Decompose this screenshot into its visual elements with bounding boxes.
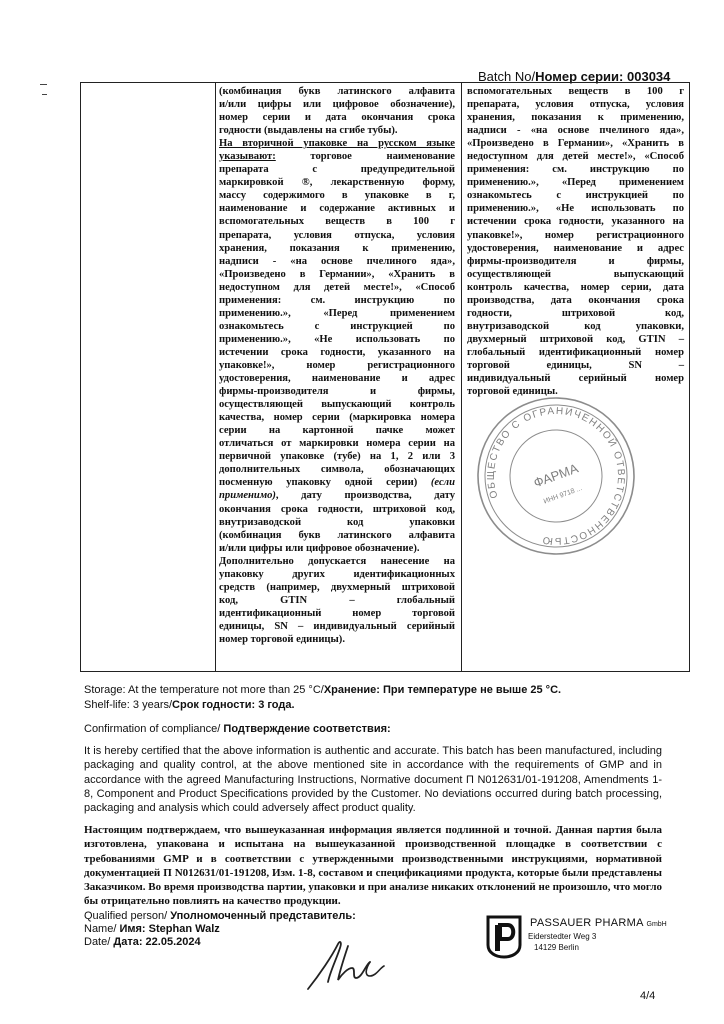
confirmation-title-ru: Подтверждение соответствия: bbox=[223, 723, 391, 735]
date-ru: Дата: 22.05.2024 bbox=[113, 936, 201, 948]
text-line: применения: см. инструкцию по bbox=[467, 164, 684, 176]
text-line: недоступном для детей месте!», «Способ bbox=[219, 281, 455, 293]
shelf-life-en: Shelf-life: 3 years/ bbox=[84, 699, 173, 711]
date-en: Date/ bbox=[84, 936, 114, 948]
confirmation-paragraph-en: It is hereby certified that the above information is authentic and accurate. This batch has been manufactured, including packaging and quality control, at the above mentioned site in accordance with the requirements of GMP and in accordance with the agreed Manufacturing Instructions, Normative document П N012631/01-191208, Amendments 1-8, Component and Product Specifications provided by the Customer. No deviations occurred during batch processing, packaging and analysis which could adversely affect product quality. bbox=[84, 745, 662, 815]
qp-en: Qualified person/ bbox=[84, 910, 171, 922]
text-line: серии на картонной пачке может bbox=[219, 425, 455, 437]
italic-span: (если bbox=[430, 477, 455, 489]
text-line bbox=[219, 489, 455, 502]
text-line: упаковку других идентификационных bbox=[219, 568, 455, 580]
italic-span: применимо) bbox=[219, 490, 276, 502]
text-line: применения: см. инструкцию по bbox=[219, 294, 455, 306]
text-line: надписи - «на основе пчелиного яда», bbox=[219, 255, 455, 267]
secondary-pack-heading: На вторичной упаковке на русском языке bbox=[219, 138, 455, 150]
text-line: и/или цифры или цифровое обозначение), bbox=[219, 99, 455, 111]
text-line: применению.», «Перед применением bbox=[467, 177, 684, 189]
storage-ru: Хранение: При температуре не выше 25 °С. bbox=[323, 684, 562, 696]
text-line: окончания срока годности, штриховой код, bbox=[219, 503, 455, 515]
text-line: фирмы-производителя и фирмы, bbox=[467, 255, 684, 267]
batch-label-ru: Номер серии: bbox=[535, 69, 624, 84]
text-line: препарата, условия отпуска, условия bbox=[467, 99, 684, 111]
text-line: отличаться от маркировки номера серии на bbox=[219, 438, 455, 450]
left-column-text bbox=[219, 85, 455, 646]
text-line: вспомогательных веществ в 100 г bbox=[219, 216, 455, 228]
handwritten-signature bbox=[300, 934, 410, 994]
stamp-inn-text: ИНН 9718 ... bbox=[542, 485, 584, 506]
text-line: торговой единицы, SN – bbox=[467, 359, 684, 371]
text-line: применению.», «Перед применением bbox=[219, 307, 455, 319]
table-divider bbox=[461, 83, 462, 671]
text-line: упаковке!», номер регистрационного bbox=[219, 359, 455, 371]
text-line bbox=[219, 476, 455, 489]
right-column-text bbox=[467, 85, 684, 398]
batch-label: Batch No/ bbox=[478, 69, 536, 84]
text-line: индивидуальный серийный номер bbox=[467, 373, 684, 385]
text-line: номер торговой единицы). bbox=[219, 633, 345, 645]
text-line: первичной упаковке (тубе) на 1, 2 или 3 bbox=[219, 451, 455, 463]
text-line: внутризаводской код упаковки, bbox=[467, 320, 684, 332]
company-name: PASSAUER PHARMA bbox=[530, 917, 644, 929]
company-address bbox=[530, 917, 667, 953]
right-body bbox=[467, 85, 684, 385]
text-line: ознакомьтесь с инструкцией по bbox=[219, 320, 455, 332]
heading-last: указывают: bbox=[219, 151, 276, 163]
heading-tail: торговое наименование bbox=[275, 151, 455, 163]
text-line: применению.», «Не использовать по bbox=[219, 333, 455, 345]
text-line: (комбинация букв латинского алфавита bbox=[219, 86, 455, 97]
qp-ru: Уполномоченный представитель: bbox=[170, 910, 356, 922]
name-ru: Имя: Stephan Walz bbox=[119, 923, 220, 935]
text-line: наименование и содержание активных и bbox=[219, 203, 455, 215]
text-line: глобальный идентификационный номер bbox=[467, 346, 684, 358]
shelf-life-line bbox=[84, 698, 561, 713]
qualified-person-line bbox=[84, 910, 356, 923]
text-line: годности (выдавлены на сгибе тубы). bbox=[219, 125, 398, 137]
stamp-ring-text: ОБЩЕСТВО С ОГРАНИЧЕННОЙ ОТВЕТСТВЕННОСТЬЮ bbox=[485, 405, 627, 547]
text-line: средств (например, двухмерный штриховой bbox=[219, 581, 455, 593]
text-line: годности, штриховой код, bbox=[467, 307, 684, 319]
confirmation-title-en: Confirmation of compliance/ bbox=[84, 723, 224, 735]
storage-en: Storage: At the temperature not more than 25 °C/ bbox=[84, 684, 324, 696]
shelf-life-ru: Срок годности: 3 года. bbox=[172, 699, 295, 711]
company-street: Eiderstedter Weg 3 bbox=[528, 932, 597, 941]
text-line: контроль качества, номер серии, дата bbox=[467, 281, 684, 293]
text-line: качества, номер серии (маркировка номера bbox=[219, 412, 455, 424]
passauer-pharma-logo-icon bbox=[484, 915, 524, 959]
text-line: «Произведено в Германии», «Хранить в bbox=[219, 268, 455, 280]
table-divider bbox=[215, 83, 216, 671]
text-line: хранения, показания к применению, bbox=[219, 242, 455, 254]
text-span: , дату производства, дату bbox=[275, 490, 455, 502]
text-line: хранения, показания к применению, bbox=[467, 112, 684, 124]
margin-mark bbox=[40, 84, 47, 85]
text-line: недоступном для детей месте!», «Способ bbox=[467, 151, 684, 163]
text-line: надписи - «на основе пчелиного яда», bbox=[467, 125, 684, 137]
text-line: вспомогательных веществ в 100 г bbox=[467, 86, 684, 97]
name-en: Name/ bbox=[84, 923, 120, 935]
text-line: торговой единицы. bbox=[467, 386, 558, 398]
text-line bbox=[219, 150, 455, 163]
text-line: дополнительных символа, обозначающих bbox=[219, 464, 455, 476]
text-line: «Произведено в Германии», «Хранить в bbox=[467, 138, 684, 150]
text-line: применению.», «Не использовать по bbox=[467, 203, 684, 215]
text-line: упаковке!», номер регистрационного bbox=[467, 229, 684, 241]
stamp-center-text: ФАРМА bbox=[531, 460, 581, 491]
text-span: посменную упаковку одной серии) bbox=[219, 477, 418, 489]
text-line: код, GTIN – глобальный bbox=[219, 594, 455, 606]
text-line: (комбинация букв латинского алфавита bbox=[219, 529, 455, 541]
left-body-2 bbox=[219, 503, 455, 542]
text-line: удостоверения, наименование и адрес bbox=[219, 373, 455, 385]
specification-table bbox=[80, 82, 690, 672]
text-line: внутризаводской код упаковки bbox=[219, 516, 455, 528]
confirmation-section bbox=[84, 722, 662, 916]
text-line: истечении срока годности, указанного на bbox=[467, 216, 684, 228]
text-line: производства, дата окончания срока bbox=[467, 294, 684, 306]
storage-conditions bbox=[84, 683, 561, 713]
text-line: маркировкой ®, лекарственную форму, bbox=[219, 177, 455, 189]
text-line: истечении срока годности, указанного на bbox=[219, 346, 455, 358]
batch-number: 003034 bbox=[627, 69, 671, 84]
text-line: и/или цифры или цифровое обозначение). bbox=[219, 542, 420, 554]
text-line: ознакомьтесь с инструкцией по bbox=[467, 190, 684, 202]
text-line: двухмерный штриховой код, GTIN – bbox=[467, 333, 684, 345]
text-line: номер серии и дата окончания срока bbox=[219, 112, 455, 124]
text-line: удостоверения, наименование и адрес bbox=[467, 242, 684, 254]
storage-line bbox=[84, 683, 561, 698]
text-line: массу содержимого в упаковке в г, bbox=[219, 190, 455, 202]
company-name-line bbox=[530, 917, 667, 931]
company-city: 14129 Berlin bbox=[534, 943, 579, 952]
company-suffix: GmbH bbox=[646, 921, 667, 928]
text-line: осуществляющей выпускающий bbox=[467, 268, 684, 280]
text-line: идентификационный номер торговой bbox=[219, 607, 455, 619]
page-number: 4/4 bbox=[640, 990, 656, 1002]
text-line: фирмы-производителя и фирмы, bbox=[219, 386, 455, 398]
confirmation-title bbox=[84, 722, 662, 736]
text-line: препарата, условия отпуска, условия bbox=[219, 229, 455, 241]
text-line: единицы, SN – индивидуальный серийный bbox=[219, 620, 455, 632]
company-stamp bbox=[470, 390, 642, 562]
text-line: осуществляющей выпускающий контроль bbox=[219, 399, 455, 411]
confirmation-paragraph-ru: Настоящим подтверждаем, что вышеуказанная информация является подлинной и точной. Данная партия была изготовлена, упакована и испытана на вышеуказанной производственной площадке в соответствии с требованиями GMP и в соответствии с утвержденными производственными инструкциями, нормативной документацией П N012631/01-191208, Изм. 1-8, составом и спецификациями продукта, которые были представлены Заказчиком. Во время производства партии, упаковки и при анализе никаких отклонений не произошло, что могло бы отрицательно повлиять на качество продукции. bbox=[84, 824, 662, 908]
left-extra bbox=[219, 555, 455, 633]
margin-mark bbox=[42, 94, 47, 95]
left-body bbox=[219, 163, 455, 476]
text-line: препарата с предупредительной bbox=[219, 164, 455, 176]
text-line: Дополнительно допускается нанесение на bbox=[219, 555, 455, 567]
